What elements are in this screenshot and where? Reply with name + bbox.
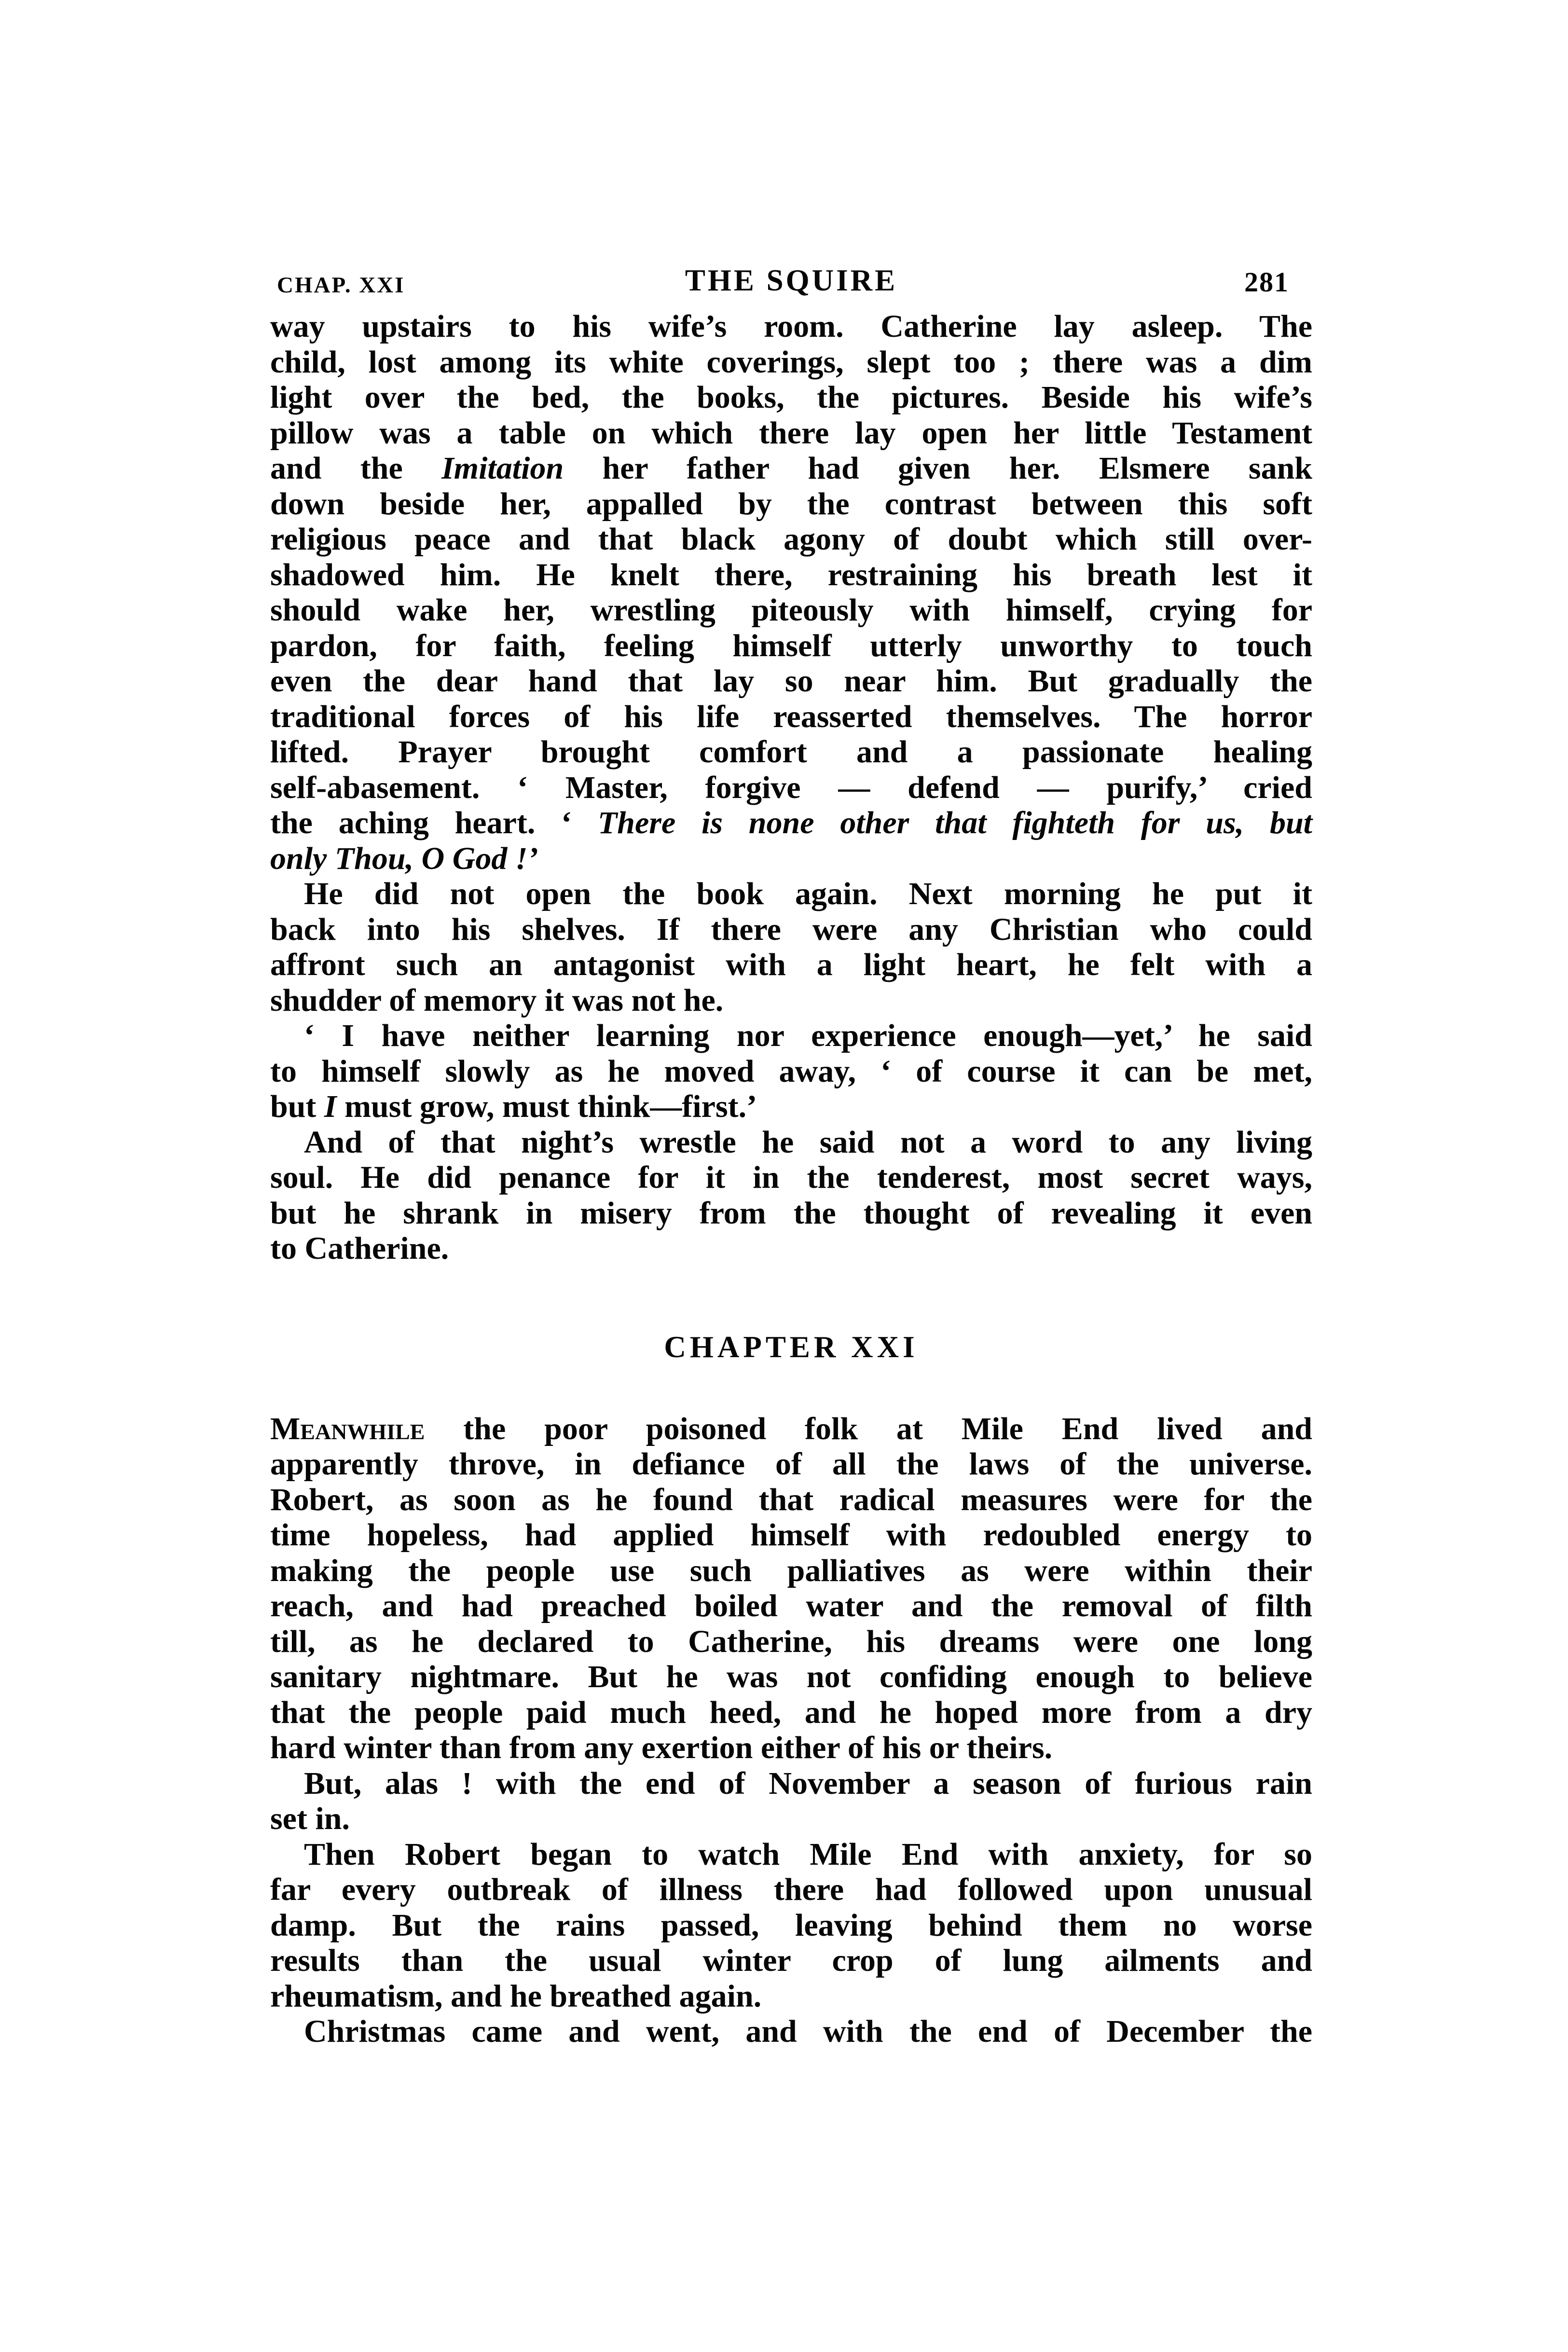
text-line xyxy=(270,1411,1312,1447)
text-segment: shudder of memory it was not he. xyxy=(270,982,724,1018)
text-segment: child, lost among its white coverings, slept too ; there was a dim xyxy=(270,344,1312,380)
text-line xyxy=(270,2014,1312,2049)
text-line xyxy=(270,734,1312,770)
text-segment: pillow was a table on which there lay open her little Testament xyxy=(270,415,1312,451)
text-line xyxy=(270,1979,1312,2014)
text-segment: ‘ I have neither learning nor experience enough—yet,’ he said xyxy=(304,1018,1312,1053)
text-line xyxy=(270,841,1312,877)
text-segment: but he shrank in misery from the thought of revealing it even xyxy=(270,1195,1312,1231)
text-segment: her father had given her. Elsmere sank xyxy=(564,451,1313,486)
text-segment: the poor poisoned folk at Mile End lived and xyxy=(425,1411,1312,1446)
text-segment: self-abasement. ‘ Master, forgive — defend — purify,’ cried xyxy=(270,770,1312,805)
text-line xyxy=(270,876,1312,912)
text-segment: till, as he declared to Catherine, his dreams were one long xyxy=(270,1623,1312,1659)
text-line xyxy=(270,1231,1312,1266)
text-segment: set in. xyxy=(270,1801,350,1836)
text-segment: should wake her, wrestling piteously with himself, crying for xyxy=(270,592,1312,628)
text-segment: Robert, as soon as he found that radical measures were for the xyxy=(270,1482,1312,1517)
text-segment: lifted. Prayer brought comfort and a passionate healing xyxy=(270,734,1312,770)
text-segment: but xyxy=(270,1089,324,1124)
chapter-heading: CHAPTER XXI xyxy=(664,1330,919,1364)
text-segment: apparently throve, in defiance of all the laws of the universe. xyxy=(270,1446,1312,1482)
text-segment: must grow, must think—first.’ xyxy=(336,1089,757,1124)
text-segment: to Catherine. xyxy=(270,1231,449,1266)
text-segment: damp. But the rains passed, leaving behind them no worse xyxy=(270,1907,1312,1943)
text-segment: down beside her, appalled by the contrast between this soft xyxy=(270,486,1312,522)
text-segment: And of that night’s wrestle he said not a word to any living xyxy=(304,1124,1312,1160)
text-segment: reach, and had preached boiled water and the removal of filth xyxy=(270,1588,1312,1623)
text-line xyxy=(270,1659,1312,1695)
text-line xyxy=(270,983,1312,1018)
text-segment: the aching heart. ‘ xyxy=(270,805,598,840)
text-segment: results than the usual winter crop of lung ailments and xyxy=(270,1943,1312,1978)
page-body xyxy=(270,309,1312,2049)
text-line xyxy=(270,1872,1312,1908)
text-line xyxy=(270,1766,1312,1802)
text-segment: traditional forces of his life reasserted themselves. The horror xyxy=(270,699,1312,734)
text-segment: But, alas ! with the end of November a season of furious rain xyxy=(304,1765,1312,1801)
text-line xyxy=(270,1553,1312,1589)
text-line xyxy=(270,1837,1312,1872)
running-header xyxy=(270,260,1312,298)
text-segment: Christmas came and went, and with the end of December the xyxy=(304,2014,1312,2049)
text-segment: rheumatism, and he breathed again. xyxy=(270,1978,762,2014)
text-line xyxy=(270,1801,1312,1837)
text-segment: He did not open the book again. Next morning he put it xyxy=(304,876,1312,911)
text-segment: affront such an antagonist with a light heart, he felt with a xyxy=(270,947,1312,982)
text-segment: and the xyxy=(270,451,442,486)
text-segment: soul. He did penance for it in the tenderest, most secret ways, xyxy=(270,1160,1312,1195)
text-line xyxy=(270,1588,1312,1624)
text-segment: back into his shelves. If there were any Christian who could xyxy=(270,911,1312,947)
text-segment: making the people use such palliatives as were within their xyxy=(270,1553,1312,1588)
text-line xyxy=(270,1196,1312,1231)
text-line xyxy=(270,912,1312,948)
text-line xyxy=(270,699,1312,735)
text-segment: light over the bed, the books, the pictures. Beside his wife’s xyxy=(270,380,1312,415)
text-line xyxy=(270,947,1312,983)
text-line xyxy=(270,380,1312,415)
smallcaps-segment: Meanwhile xyxy=(270,1411,425,1446)
chapter-label: CHAP. XXI xyxy=(277,273,405,298)
running-title: THE SQUIRE xyxy=(685,263,898,297)
text-segment: way upstairs to his wife’s room. Catherine lay asleep. The xyxy=(270,309,1312,344)
text-line xyxy=(270,1624,1312,1660)
text-line xyxy=(270,486,1312,522)
text-line xyxy=(270,451,1312,486)
text-line xyxy=(270,1517,1312,1553)
text-segment: time hopeless, had applied himself with redoubled energy to xyxy=(270,1517,1312,1553)
italic-segment: There is none other that fighteth for us, but xyxy=(597,805,1313,840)
text-segment: Then Robert began to watch Mile End with anxiety, for so xyxy=(304,1836,1312,1872)
text-line xyxy=(270,1446,1312,1482)
text-line xyxy=(270,805,1312,841)
text-segment: far every outbreak of illness there had followed upon unusual xyxy=(270,1872,1312,1907)
text-line xyxy=(270,1054,1312,1089)
italic-segment: I xyxy=(324,1089,337,1124)
text-line xyxy=(270,1125,1312,1160)
text-line xyxy=(270,1018,1312,1054)
text-line xyxy=(270,557,1312,593)
text-segment: pardon, for faith, feeling himself utterly unworthy to touch xyxy=(270,628,1312,663)
text-line xyxy=(270,309,1312,344)
text-segment: hard winter than from any exertion either of his or theirs. xyxy=(270,1730,1053,1765)
text-line xyxy=(270,1730,1312,1766)
text-line xyxy=(270,628,1312,664)
text-segment: religious peace and that black agony of doubt which still over- xyxy=(270,522,1312,557)
text-line xyxy=(270,770,1312,806)
text-line xyxy=(270,1089,1312,1125)
text-line xyxy=(270,415,1312,451)
text-line xyxy=(270,1943,1312,1979)
text-segment: sanitary nightmare. But he was not confiding enough to believe xyxy=(270,1659,1312,1694)
text-line xyxy=(270,1482,1312,1518)
text-line xyxy=(270,1160,1312,1196)
text-line xyxy=(270,1908,1312,1943)
text-segment: to himself slowly as he moved away, ‘ of course it can be met, xyxy=(270,1053,1312,1089)
page-number: 281 xyxy=(1244,266,1289,298)
text-line xyxy=(270,522,1312,557)
text-segment: that the people paid much heed, and he hoped more from a dry xyxy=(270,1694,1312,1730)
italic-segment: only Thou, O God !’ xyxy=(270,840,538,876)
text-segment: even the dear hand that lay so near him. But gradually the xyxy=(270,663,1312,699)
text-line xyxy=(270,663,1312,699)
text-segment: shadowed him. He knelt there, restraining his breath lest it xyxy=(270,557,1312,592)
text-line xyxy=(270,1695,1312,1731)
text-line xyxy=(270,592,1312,628)
text-line xyxy=(270,344,1312,380)
italic-segment: Imitation xyxy=(441,451,564,486)
